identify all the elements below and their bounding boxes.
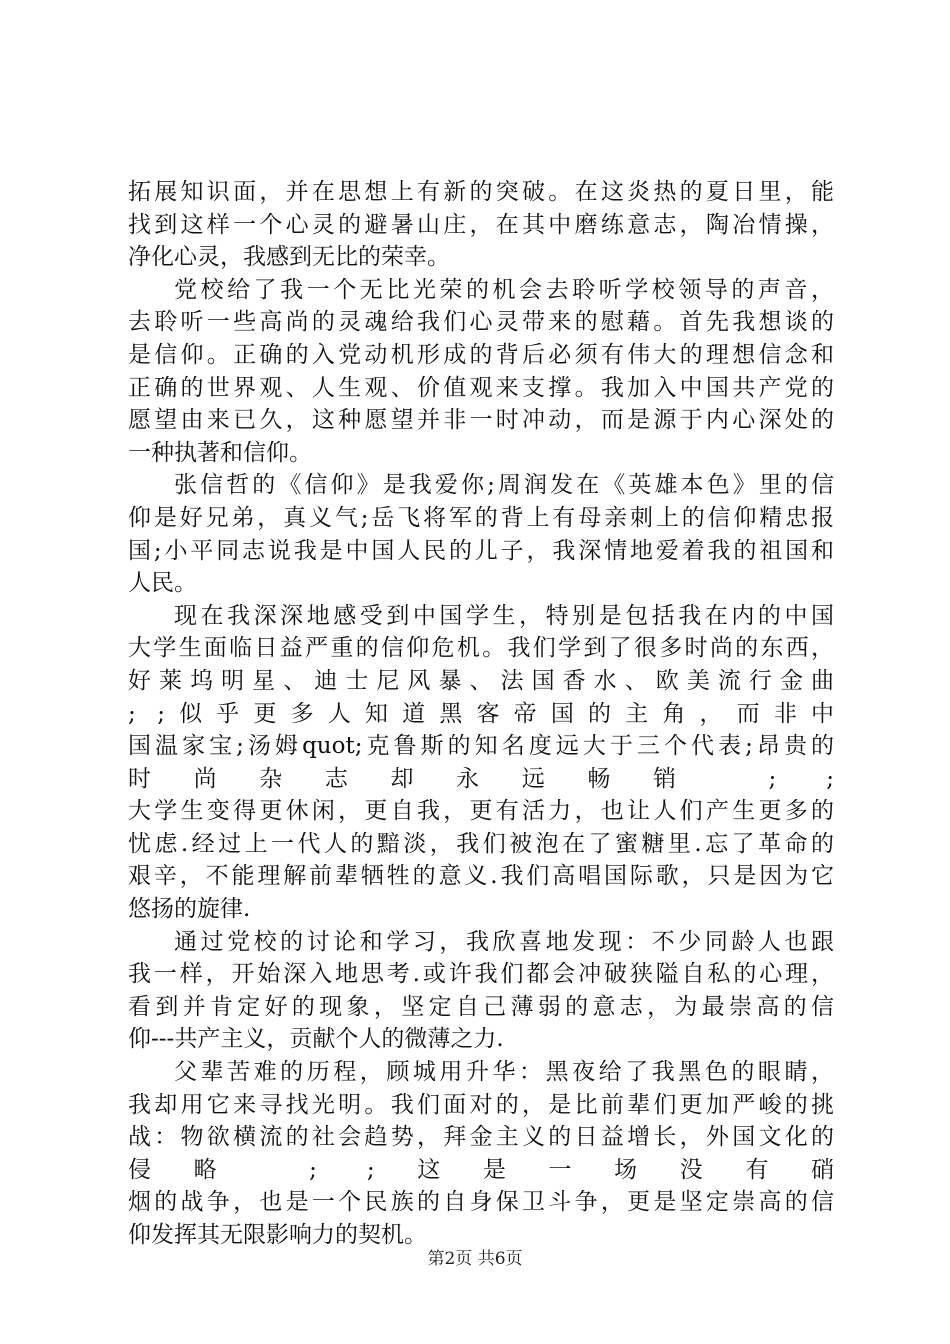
page-number: 第2页 共6页 [427,1249,523,1269]
text-line: 看到并肯定好的现象，坚定自己薄弱的意志，为最崇高的信 [128,993,834,1020]
text-line: 是信仰。正确的入党动机形成的背后必须有伟大的理想信念和 [128,341,834,368]
text-line: 战：物欲横流的社会趋势，拜金主义的日益增长，外国文化的 [128,1124,834,1151]
text-line: 党校给了我一个无比光荣的机会去聆听学校领导的声音， [174,276,834,303]
text-line: 愿望由来已久，这种愿望并非一时冲动，而是源于内心深处的 [128,407,834,434]
text-line: 现在我深深地感受到中国学生，特别是包括我在内的中国 [174,602,834,629]
text-line: 找到这样一个心灵的避暑山庄，在其中磨练意志，陶冶情操， [128,211,834,238]
text-line: 父辈苦难的历程，顾城用升华：黑夜给了我黑色的眼睛， [174,1059,834,1086]
text-line: 侵略 ; ;这是一场没有硝 [128,1156,834,1183]
text-line: ; ;似乎更多人知道黑客帝国的主角，而非中 [128,700,834,727]
text-line: 好莱坞明星、迪士尼风暴、法国香水、欧美流行金曲 [128,667,834,694]
text-line: 去聆听一些高尚的灵魂给我们心灵带来的慰藉。首先我想谈的 [128,309,834,336]
text-line: 仰发挥其无限影响力的契机。 [128,1222,427,1248]
text-line: 忧虑.经过上一代人的黯淡，我们被泡在了蜜糖里.忘了革命的 [128,830,834,857]
text-line: 大学生变得更休闲，更自我，更有活力，也让人们产生更多的 [128,798,834,825]
body-text [128,176,834,1252]
text-line: 人民。 [128,570,197,597]
text-line: 净化心灵，我感到无比的荣幸。 [128,244,450,271]
text-line: 艰辛，不能理解前辈牺牲的意义.我们高唱国际歌，只是因为它 [128,863,834,890]
text-line: 时尚杂志却永远畅销 ; ; [128,765,834,792]
text-line: 拓展知识面，并在思想上有新的突破。在这炎热的夏日里，能 [128,179,834,205]
text-line: 张信哲的《信仰》是我爱你;周润发在《英雄本色》里的信 [174,472,834,499]
text-line: 一种执著和信仰。 [128,439,312,466]
page-footer [0,1244,950,1269]
text-line: 烟的战争，也是一个民族的自身保卫斗争，更是坚定崇高的信 [128,1189,834,1216]
text-line: 大学生面临日益严重的信仰危机。我们学到了很多时尚的东西， [128,635,834,662]
text-line: 仰是好兄弟，真义气;岳飞将军的背上有母亲刺上的信仰精忠报 [128,504,834,531]
text-line: 通过党校的讨论和学习，我欣喜地发现：不少同龄人也跟 [174,928,834,955]
text-line: 悠扬的旋律. [128,896,251,923]
text-line: 正确的世界观、人生观、价值观来支撑。我加入中国共产党的 [128,374,834,401]
text-line: 国;小平同志说我是中国人民的儿子，我深情地爱着我的祖国和 [128,537,834,564]
text-line: 我却用它来寻找光明。我们面对的，是比前辈们更加严峻的挑 [128,1091,834,1118]
text-line: 我一样，开始深入地思考.或许我们都会冲破狭隘自私的心理， [128,961,834,988]
text-line: 仰---共产主义，贡献个人的微薄之力. [128,1026,504,1053]
text-line: 国温家宝;汤姆quot;克鲁斯的知名度远大于三个代表;昂贵的 [128,733,834,760]
